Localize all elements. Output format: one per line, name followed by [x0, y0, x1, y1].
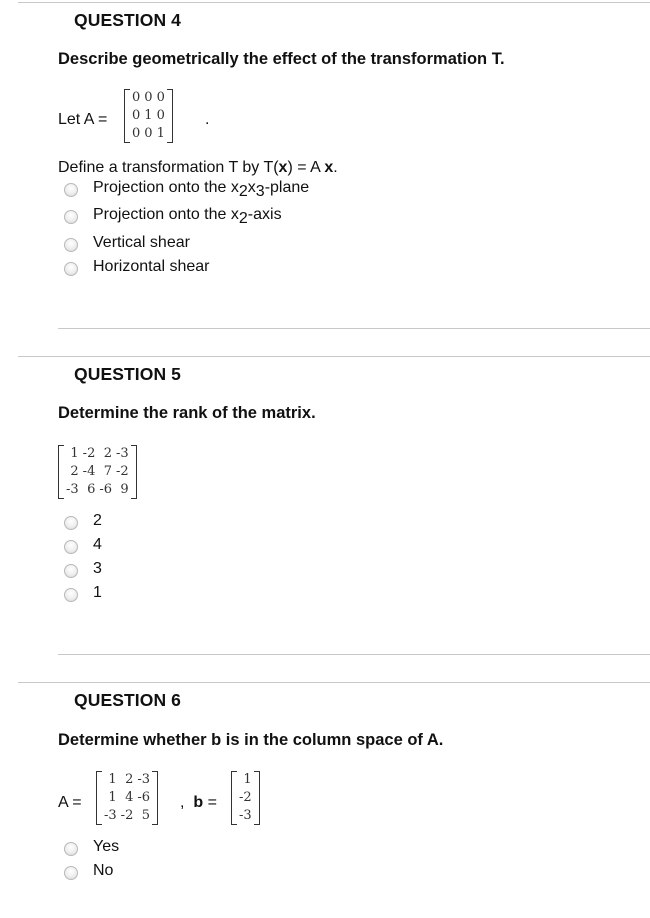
matrix-cell: 1: [156, 126, 165, 141]
option-label: Projection onto the $x_2$-axis: [93, 206, 282, 227]
matrix-cell: 1: [108, 790, 117, 805]
radio-q5-option-4[interactable]: [64, 588, 78, 602]
matrix-cell: -2: [82, 446, 96, 461]
question-4-heading: QUESTION 4: [74, 10, 181, 30]
radio-q4-option-3[interactable]: [64, 238, 78, 252]
matrix-cell: -3: [239, 808, 252, 823]
matrix-cell: -6: [99, 482, 113, 497]
matrix-cell: 1: [243, 772, 252, 787]
matrix-cell: 1: [144, 108, 153, 123]
option-label: Vertical shear: [93, 234, 190, 251]
matrix-a-q6: [96, 771, 158, 825]
option-label: Horizontal shear: [93, 258, 210, 275]
radio-q4-option-1[interactable]: [64, 183, 78, 197]
radio-q4-option-4[interactable]: [64, 262, 78, 276]
matrix-q5: [58, 445, 137, 499]
question-4-prompt: Describe geometrically the effect of the transformation T.: [58, 50, 505, 68]
option-label: No: [93, 862, 114, 879]
matrix-cell: -2: [120, 808, 134, 823]
matrix-a-q4: [124, 89, 173, 143]
option-label: 3: [93, 560, 102, 577]
a-equals-label: A =: [58, 794, 82, 811]
section-divider: [18, 682, 650, 683]
question-4-bottom-divider: [58, 328, 650, 329]
radio-q4-option-2[interactable]: [64, 210, 78, 224]
question-5-heading: QUESTION 5: [74, 364, 181, 384]
vector-b-q6: [231, 771, 260, 825]
matrix-cell: 1: [108, 772, 117, 787]
matrix-cell: 4: [125, 790, 134, 805]
radio-q6-option-yes[interactable]: [64, 842, 78, 856]
option-label: 1: [93, 584, 102, 601]
matrix-cell: 2: [103, 446, 113, 461]
matrix-cell: 0: [132, 90, 141, 105]
matrix-cell: 0: [132, 108, 141, 123]
radio-q5-option-2[interactable]: [64, 540, 78, 554]
question-6-heading: QUESTION 6: [74, 690, 181, 710]
matrix-cell: -4: [82, 464, 96, 479]
matrix-cell: 0: [156, 108, 165, 123]
radio-q6-option-no[interactable]: [64, 866, 78, 880]
option-label: 4: [93, 536, 102, 553]
matrix-cell: -6: [137, 790, 151, 805]
matrix-cell: 5: [141, 808, 151, 823]
transformation-definition: Define a transformation T by T(x) = A x.: [58, 159, 338, 176]
option-label: Yes: [93, 838, 120, 855]
matrix-cell: -3: [66, 482, 79, 497]
matrix-cell: 0: [132, 126, 141, 141]
matrix-cell: 1: [70, 446, 79, 461]
matrix-cell: 0: [156, 90, 165, 105]
b-vector-label: , b =: [180, 794, 217, 811]
matrix-cell: 0: [144, 126, 153, 141]
matrix-cell: 2: [125, 772, 134, 787]
matrix-cell: -3: [137, 772, 151, 787]
matrix-cell: 0: [144, 90, 153, 105]
matrix-cell: -2: [239, 790, 252, 805]
matrix-cell: 6: [87, 482, 96, 497]
let-a-label: Let A =: [58, 111, 108, 128]
matrix-cell: -3: [104, 808, 117, 823]
question-6-prompt: Determine whether b is in the column space of A.: [58, 731, 444, 749]
radio-q5-option-1[interactable]: [64, 516, 78, 530]
matrix-cell: -2: [116, 464, 129, 479]
matrix-cell: 2: [70, 464, 79, 479]
matrix-cell: -3: [116, 446, 129, 461]
option-label: Projection onto the $x_2x_3$-plane: [93, 179, 310, 200]
matrix-cell: 7: [103, 464, 113, 479]
option-label: 2: [93, 512, 102, 529]
radio-q5-option-3[interactable]: [64, 564, 78, 578]
matrix-period: .: [205, 111, 210, 128]
top-divider: [18, 2, 650, 3]
matrix-cell: 9: [120, 482, 129, 497]
question-5-bottom-divider: [58, 654, 650, 655]
section-divider: [18, 356, 650, 357]
question-5-prompt: Determine the rank of the matrix.: [58, 404, 316, 422]
